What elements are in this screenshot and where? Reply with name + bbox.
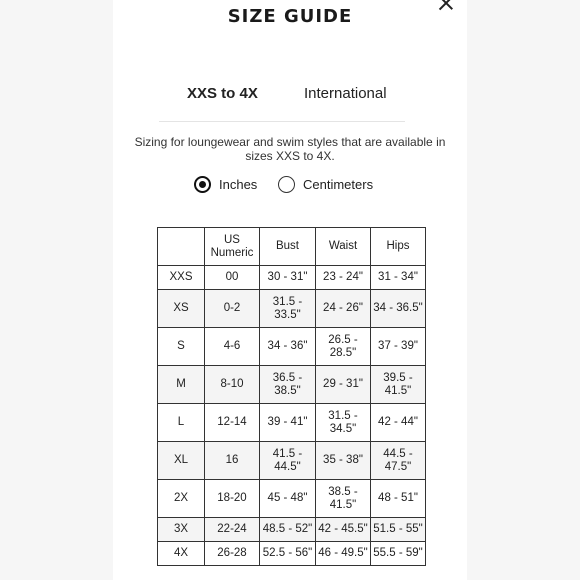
cell-bust: 52.5 - 56": [260, 542, 316, 566]
cell-us-numeric: 16: [205, 442, 260, 480]
cell-hips: 34 - 36.5": [371, 290, 426, 328]
cell-waist: 24 - 26": [316, 290, 371, 328]
cell-us-numeric: 8-10: [205, 366, 260, 404]
cell-size: S: [158, 328, 205, 366]
cell-bust: 48.5 - 52": [260, 518, 316, 542]
cell-waist: 31.5 - 34.5": [316, 404, 371, 442]
table-row: [158, 290, 426, 328]
cell-us-numeric: 22-24: [205, 518, 260, 542]
radio-centimeters[interactable]: [278, 175, 373, 193]
cell-bust: 36.5 - 38.5": [260, 366, 316, 404]
cell-hips: 31 - 34": [371, 266, 426, 290]
cell-waist: 38.5 - 41.5": [316, 480, 371, 518]
close-icon[interactable]: [438, 0, 454, 10]
header-cell-hips: Hips: [371, 228, 426, 266]
table-row: [158, 328, 426, 366]
table-row: [158, 266, 426, 290]
header-cell-waist: Waist: [316, 228, 371, 266]
radio-unchecked-icon[interactable]: [278, 176, 295, 193]
header-cell-size: [158, 228, 205, 266]
cell-waist: 35 - 38": [316, 442, 371, 480]
cell-bust: 45 - 48": [260, 480, 316, 518]
cell-size: XXS: [158, 266, 205, 290]
cell-us-numeric: 18-20: [205, 480, 260, 518]
cell-bust: 31.5 - 33.5": [260, 290, 316, 328]
cell-hips: 39.5 - 41.5": [371, 366, 426, 404]
header-cell-bust: Bust: [260, 228, 316, 266]
cell-hips: 51.5 - 55": [371, 518, 426, 542]
table-row: [158, 442, 426, 480]
header-cell-us-numeric: US Numeric: [205, 228, 260, 266]
tab-xxs-to-4x[interactable]: XXS to 4X: [187, 85, 258, 102]
cell-us-numeric: 12-14: [205, 404, 260, 442]
cell-waist: 23 - 24": [316, 266, 371, 290]
tab-international[interactable]: International: [304, 85, 387, 102]
cell-bust: 30 - 31": [260, 266, 316, 290]
cell-bust: 34 - 36": [260, 328, 316, 366]
cell-waist: 46 - 49.5": [316, 542, 371, 566]
radio-inches-label: Inches: [219, 176, 258, 192]
table-row: [158, 518, 426, 542]
cell-hips: 48 - 51": [371, 480, 426, 518]
cell-size: XL: [158, 442, 205, 480]
cell-hips: 42 - 44": [371, 404, 426, 442]
cell-size: XS: [158, 290, 205, 328]
table-row: [158, 542, 426, 566]
size-table: [157, 227, 426, 566]
tab-divider: [159, 121, 405, 122]
cell-us-numeric: 0-2: [205, 290, 260, 328]
cell-size: 2X: [158, 480, 205, 518]
sizing-description: Sizing for loungewear and swim styles that are available in sizes XXS to 4X.: [134, 135, 446, 163]
cell-us-numeric: 00: [205, 266, 260, 290]
table-header-row: [158, 228, 426, 266]
radio-inches[interactable]: [194, 175, 257, 193]
cell-size: 4X: [158, 542, 205, 566]
cell-size: 3X: [158, 518, 205, 542]
cell-waist: 29 - 31": [316, 366, 371, 404]
cell-hips: 55.5 - 59": [371, 542, 426, 566]
cell-size: L: [158, 404, 205, 442]
radio-checked-icon[interactable]: [194, 176, 211, 193]
table-row: [158, 480, 426, 518]
cell-us-numeric: 26-28: [205, 542, 260, 566]
radio-centimeters-label: Centimeters: [303, 176, 374, 192]
cell-hips: 37 - 39": [371, 328, 426, 366]
cell-waist: 26.5 - 28.5": [316, 328, 371, 366]
cell-waist: 42 - 45.5": [316, 518, 371, 542]
cell-hips: 44.5 - 47.5": [371, 442, 426, 480]
cell-size: M: [158, 366, 205, 404]
table-row: [158, 366, 426, 404]
cell-bust: 39 - 41": [260, 404, 316, 442]
cell-us-numeric: 4-6: [205, 328, 260, 366]
cell-bust: 41.5 - 44.5": [260, 442, 316, 480]
table-row: [158, 404, 426, 442]
page-title: SIZE GUIDE: [227, 6, 353, 27]
